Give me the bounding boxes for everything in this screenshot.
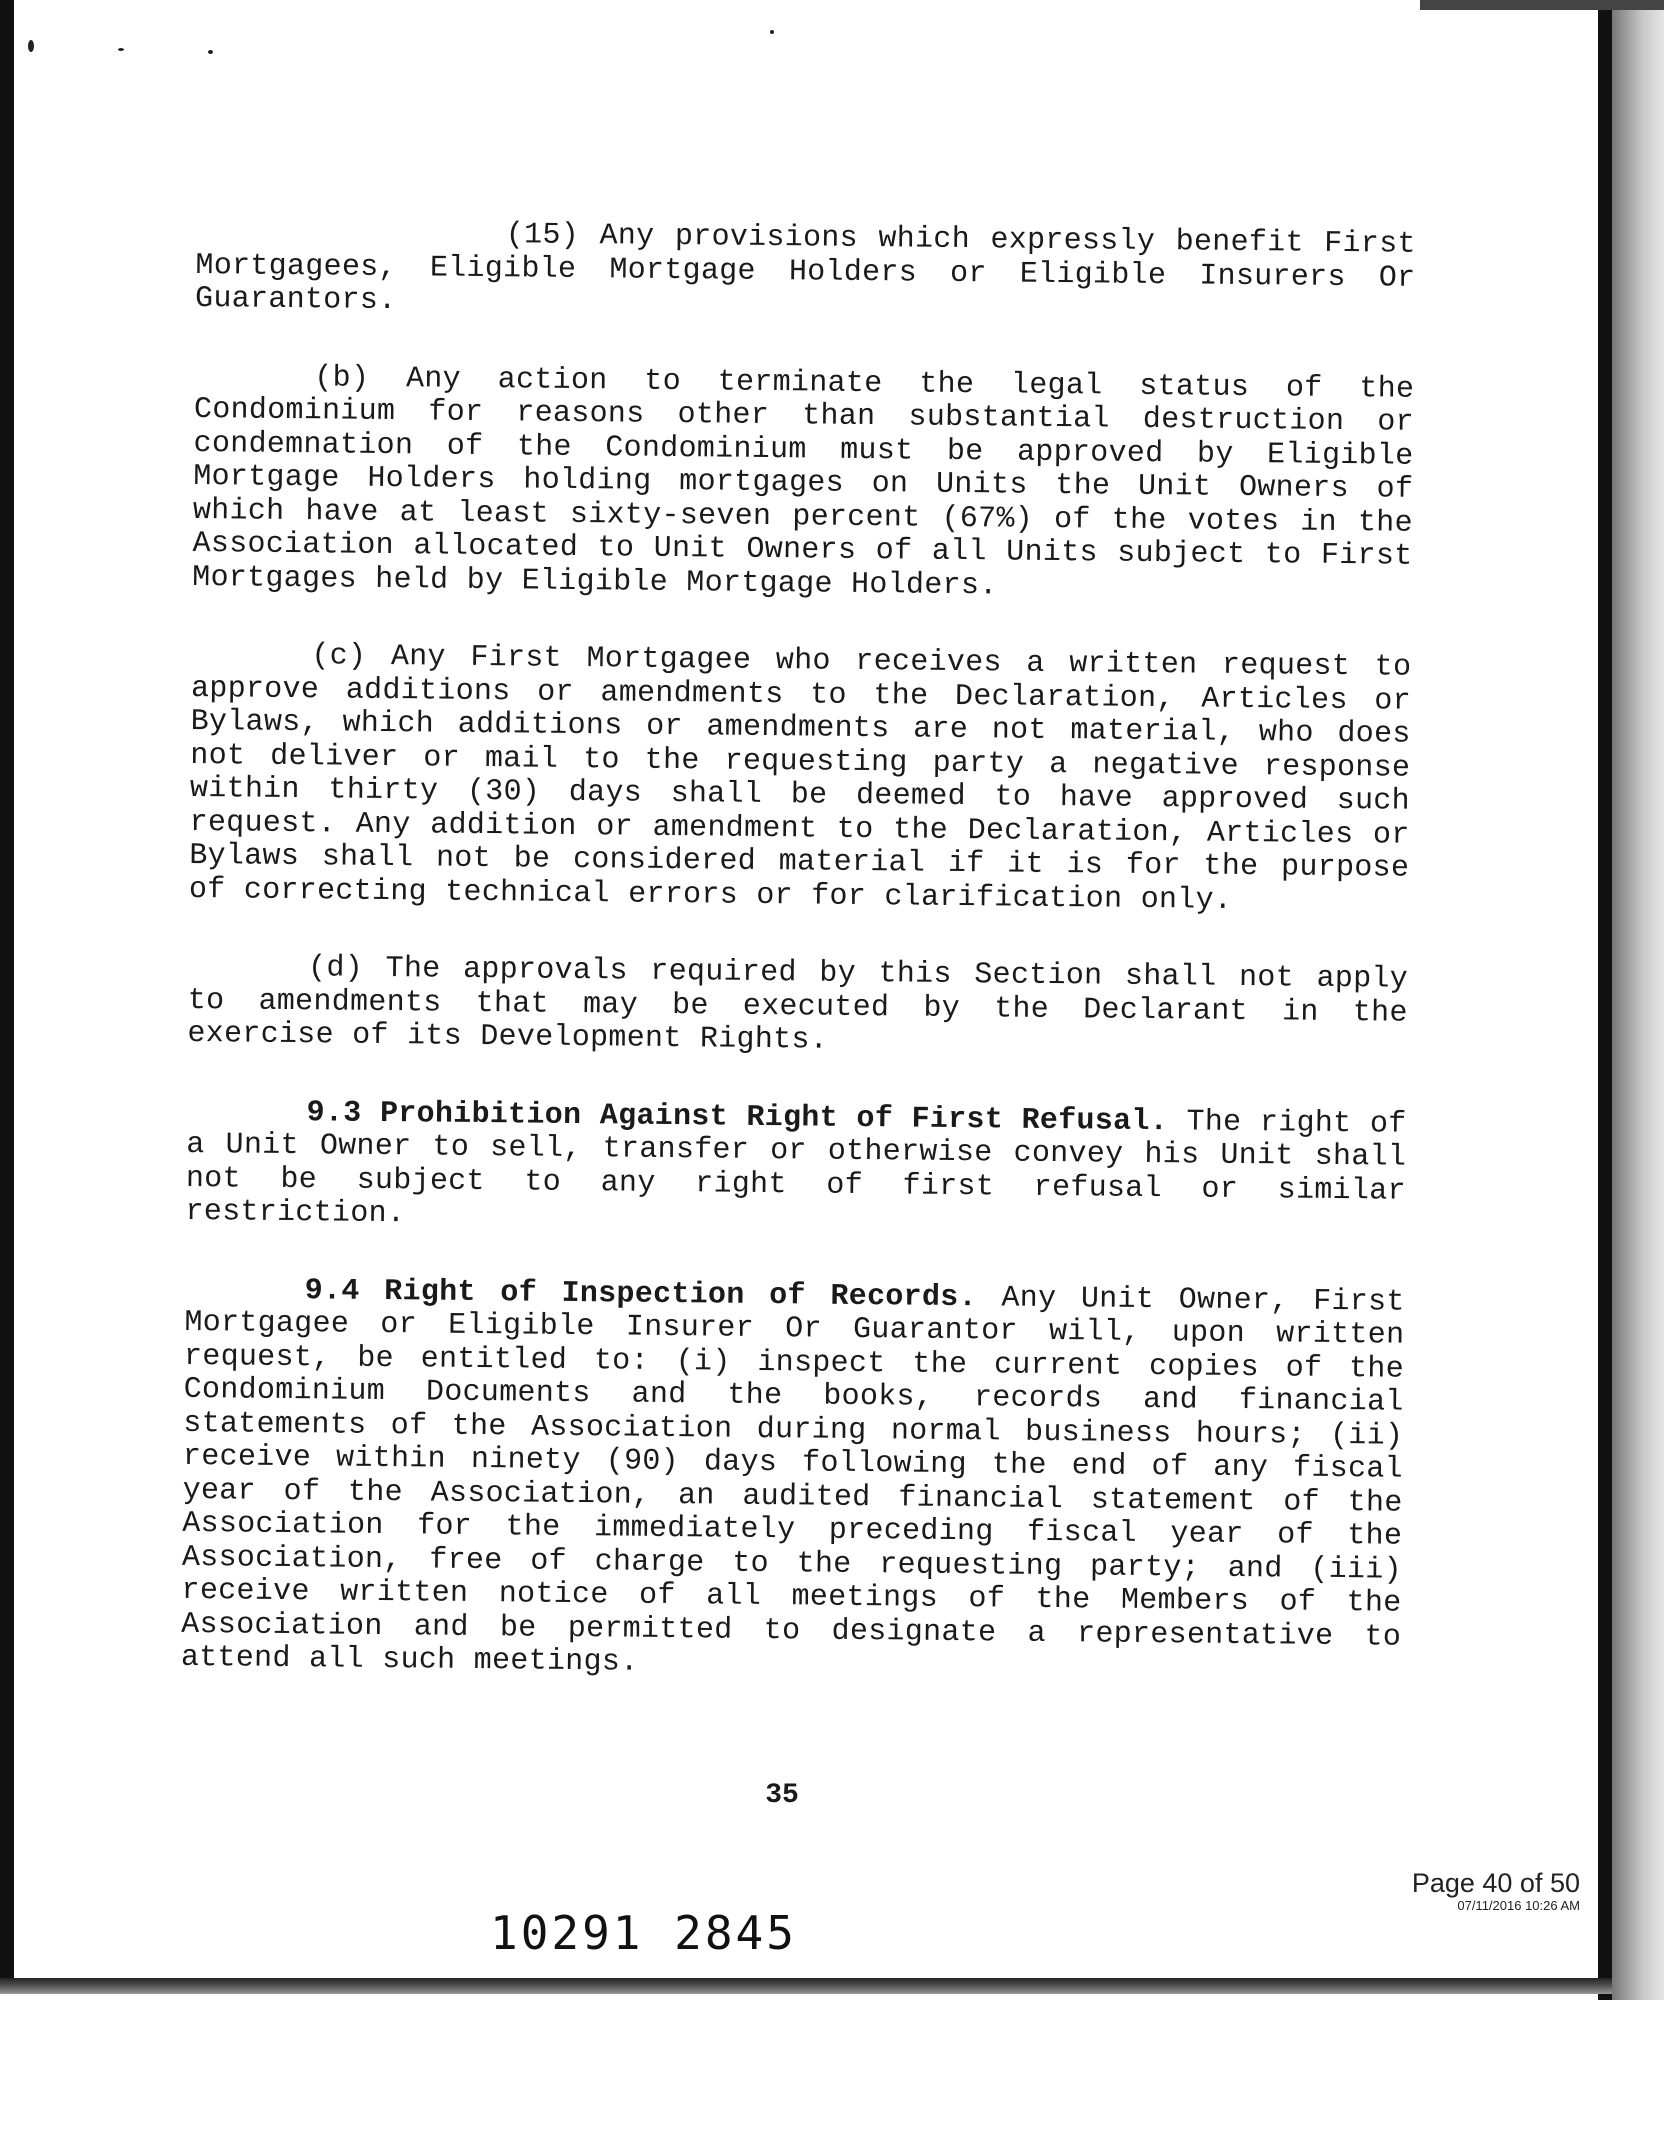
scan-edge-right	[1598, 0, 1612, 2000]
scan-speck	[208, 50, 213, 54]
section-9-4	[181, 1273, 1405, 1688]
scan-edge-bottom	[0, 1978, 1612, 1994]
page-number: 35	[765, 1780, 799, 1811]
section-9-4-body: Any Unit Owner, First Mortgagee or Eligible Insurer Or Guarantor will, upon written request, be entitled to: (i) inspect the current copies of the Condominium Documents and the books, records and financial statements of the Association during normal business hours; (ii) receive within ninety (90) days following the end of any fiscal year of the Association, an audited financial statement of the Association for the immediately preceding fiscal year of the Association, free of charge to the requesting party; and (iii) receive written notice of all meetings of the Members of the Association and be permitted to designate a representative to attend all such meetings.	[180, 1280, 1405, 1680]
stamp-page-count: Page 40 of 50	[1411, 1868, 1580, 1898]
scan-edge-right-fade	[1612, 0, 1664, 2000]
book-page-reference: 10291 2845	[490, 1906, 797, 1960]
paragraph-c: (c) Any First Mortgagee who receives a written request to approve additions or amendments to the Declaration, Articles or Bylaws, which additions or amendments are not material, who does not deliver or mail to the requesting party a negative response within thirty (30) days shall be deemed to have approved such request. Any addition or amendment to the Declaration, Articles or Bylaws shall not be considered material if it is for the purpose of correcting technical errors or for clarification only.	[188, 639, 1412, 918]
scan-speck	[770, 30, 774, 34]
scan-speck	[118, 48, 124, 51]
section-9-3	[185, 1095, 1406, 1242]
scan-edge-top	[1420, 0, 1664, 10]
scan-edge-left	[0, 0, 14, 1990]
scan-speck	[28, 40, 34, 52]
paragraph-d: (d) The approvals required by this Section shall not apply to amendments that may be executed by the Declarant in the exercise of its Development Rights.	[187, 951, 1409, 1058]
section-9-4-heading: 9.4 Right of Inspection of Records.	[304, 1273, 978, 1315]
document-body	[181, 216, 1416, 1688]
section-9-3-body: The right of a Unit Owner to sell, transfer or otherwise convey his Unit shall not be subject to any right of first refusal or similar restriction.	[185, 1104, 1407, 1232]
paragraph-b: (b) Any action to terminate the legal status of the Condominium for reasons other than substantial destruction or condemnation of the Condominium must be approved by Eligible Mortgage Holders holding mortgages on Units the Unit Owners of which have at least sixty-seven percent (67%) of the votes in the Association allocated to Unit Owners of all Units subject to First Mortgages held by Eligible Mortgage Holders.	[192, 360, 1415, 603]
recording-stamp	[1344, 1868, 1580, 1914]
section-9-3-heading: 9.3 Prohibition Against Right of First Refusal.	[306, 1095, 1169, 1139]
paragraph-15: (15) Any provisions which expressly benefit First Mortgagees, Eligible Mortgage Holders or Eligible Insurers Or Guarantors.	[194, 218, 1416, 319]
stamp-datetime: 07/11/2016 10:26 AM	[1457, 1898, 1580, 1913]
